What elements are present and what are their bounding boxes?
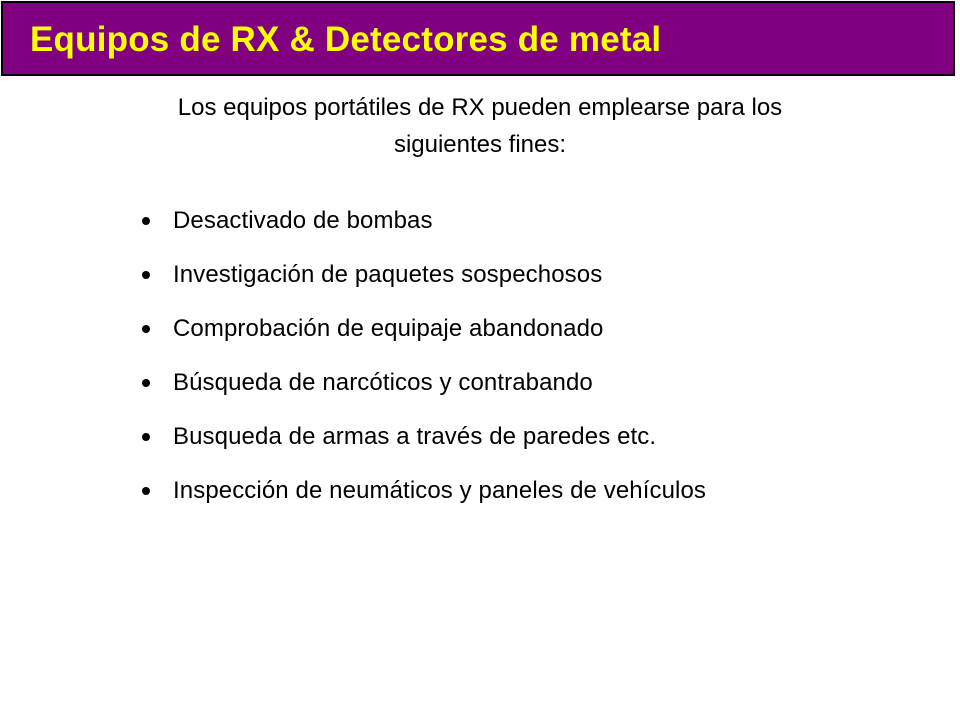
title-banner (1, 1, 955, 76)
intro-line-2: siguientes fines: (393, 131, 567, 158)
bullet-label: Búsqueda de narcóticos y contrabando (173, 369, 593, 396)
bullet-item (142, 314, 706, 368)
bullet-item (142, 260, 706, 314)
bullet-dot-icon (142, 217, 150, 225)
intro-paragraph (0, 89, 960, 163)
bullet-dot-icon (142, 433, 150, 441)
bullet-label: Desactivado de bombas (173, 207, 433, 234)
bullet-dot-icon (142, 487, 150, 495)
bullet-item (142, 368, 706, 422)
bullet-label: Investigación de paquetes sospechosos (173, 261, 603, 288)
slide-title: Equipos de RX & Detectores de metal (30, 19, 662, 59)
bullet-dot-icon (142, 325, 150, 333)
bullet-label: Inspección de neumáticos y paneles de vehículos (173, 477, 707, 504)
bullet-item (142, 422, 706, 476)
bullet-item (142, 206, 706, 260)
bullet-dot-icon (142, 379, 150, 387)
bullet-label: Busqueda de armas a través de paredes etc. (173, 423, 657, 450)
bullet-list (142, 206, 706, 530)
intro-line-1: Los equipos portátiles de RX pueden emplearse para los (177, 94, 783, 121)
bullet-item (142, 476, 706, 530)
bullet-label: Comprobación de equipaje abandonado (173, 315, 604, 342)
bullet-dot-icon (142, 271, 150, 279)
